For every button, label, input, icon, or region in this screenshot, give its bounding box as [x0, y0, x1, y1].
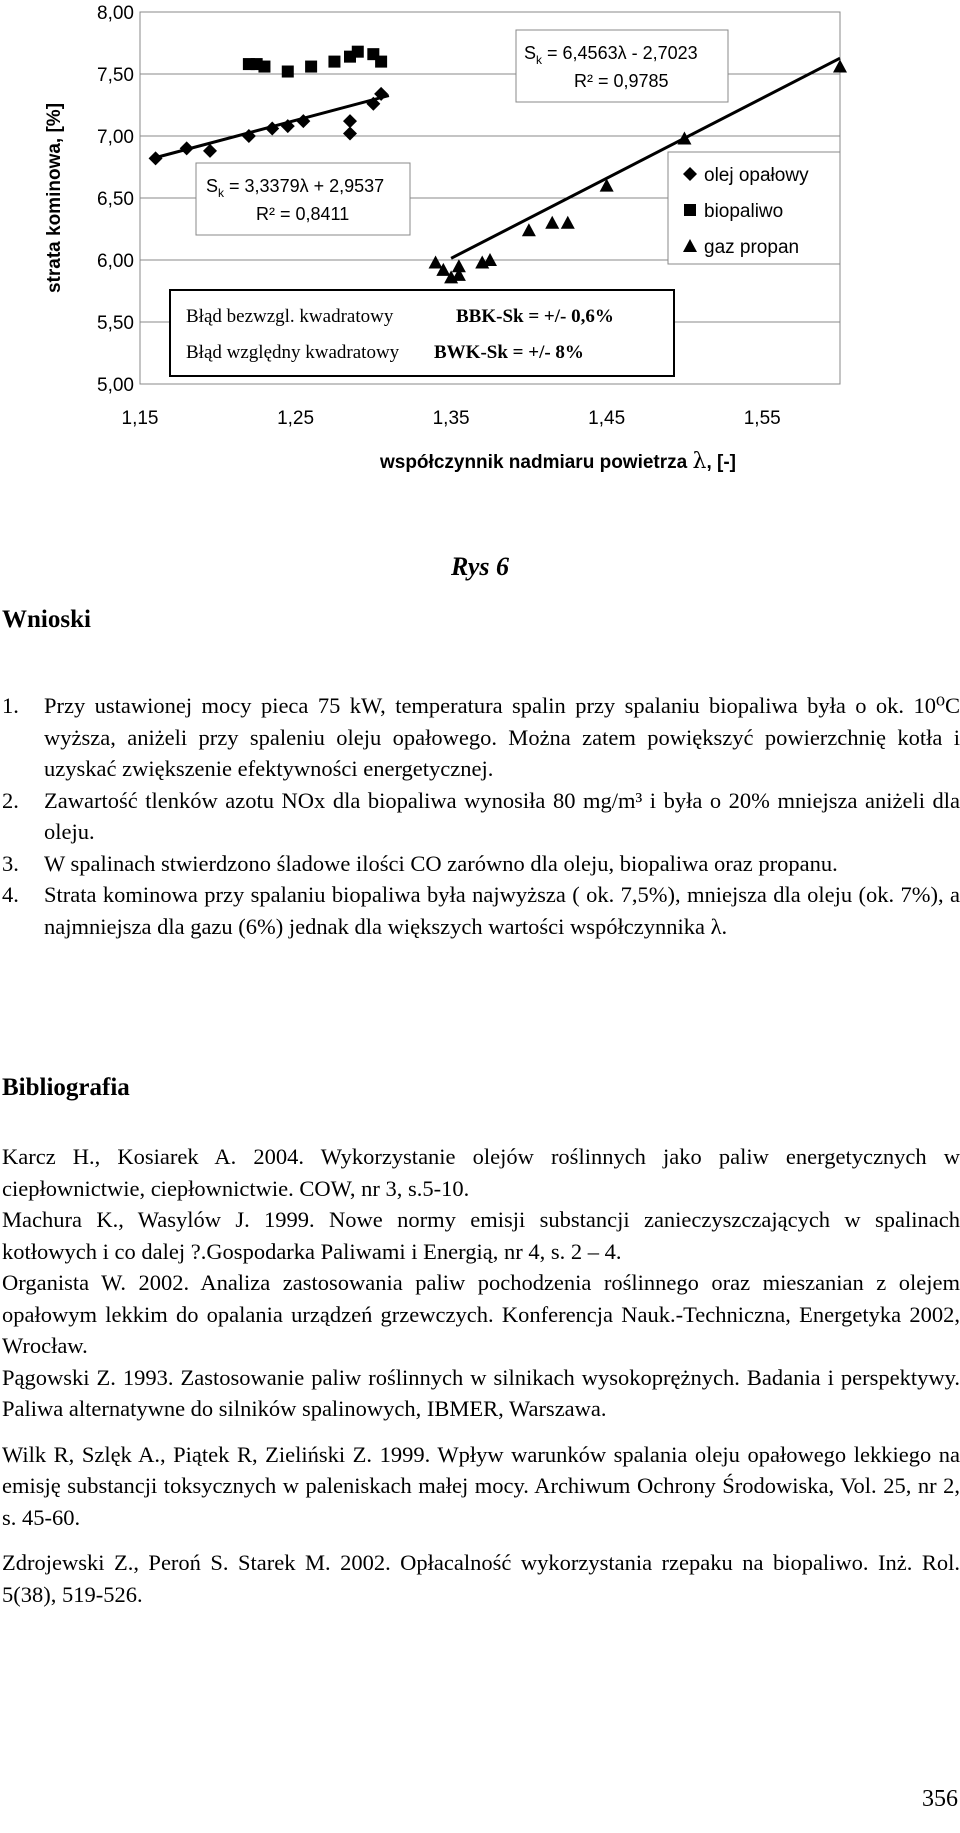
x-tick-label: 1,35 — [432, 408, 470, 429]
legend-marker-square — [684, 204, 696, 216]
list-number: 3. — [2, 850, 19, 876]
error-rel-value: BWK-Sk = +/- 8% — [434, 342, 584, 363]
bibliography-heading: Bibliografia — [2, 1074, 130, 1101]
figure — [0, 0, 960, 480]
list-item — [2, 690, 960, 785]
square-point — [352, 46, 364, 58]
list-item — [2, 879, 960, 942]
figure-caption: Rys 6 — [450, 552, 510, 581]
list-number: 2. — [2, 787, 19, 813]
r2-propane: R² = 0,9785 — [574, 71, 669, 91]
diamond-point — [180, 141, 194, 155]
page-number: 356 — [922, 1786, 958, 1812]
square-point — [258, 61, 270, 73]
r2-oil: R² = 0,8411 — [256, 204, 350, 224]
list-item — [2, 848, 960, 880]
bibliography-entry: Organista W. 2002. Analiza zastosowania paliw pochodzenia roślinnego oraz mieszanian z olejem opałowym lekkim do opalania urządzeń grzewczych. Konferencja Nauk.-Techniczna, Energetyka 2002, Wrocław. — [2, 1270, 960, 1358]
diamond-point — [265, 122, 279, 136]
y-tick-label: 5,50 — [97, 313, 134, 334]
equation-propane: $S_k = 6,4563\lambda - 2,7023$ — [524, 43, 698, 67]
bibliography-entry: Wilk R, Szlęk A., Piątek R, Zieliński Z. 1999. Wpływ warunków spalania oleju opałowego lekkiego na emisję substancji toksycznych w paleniskach małej mocy. Archiwum Ochrony Środowiska, Vol. 25, nr 2, s. 45-60. — [2, 1441, 960, 1530]
bibliography-entry: Karcz H., Kosiarek A. 2004. Wykorzystanie olejów roślinnych jako paliw energetycznych w ciepłownictwie, ciepłownictwie. COW, nr 3, s.5-10. — [2, 1144, 960, 1201]
x-tick-label: 1,15 — [121, 408, 159, 429]
triangle-point — [522, 223, 536, 236]
error-rel-label: Błąd względny kwadratowy — [186, 342, 400, 363]
list-text: Zawartość tlenków azotu NOx dla biopaliwa wynosiła 80 mg/m³ i była o 20% mniejsza aniżeli dla oleju. — [44, 787, 960, 844]
list-text: W spalinach stwierdzono śladowe ilości CO zarówno dla oleju, biopaliwa oraz propanu. — [44, 850, 838, 876]
triangle-point — [429, 255, 443, 268]
y-tick-label: 6,50 — [97, 189, 134, 210]
triangle-point — [677, 131, 691, 144]
triangle-point — [545, 216, 559, 229]
diamond-point — [149, 151, 163, 165]
error-box — [170, 290, 674, 376]
equation-box-oil — [196, 163, 410, 235]
conclusions-heading: Wnioski — [2, 606, 91, 633]
conclusions-list — [2, 690, 960, 942]
bibliography-entry: Pągowski Z. 1993. Zastosowanie paliw roślinnych w silnikach wysokoprężnych. Badania i perspektywy. Paliwa alternatywne do silników spalinowych, IBMER, Warszawa. — [2, 1364, 960, 1421]
y-tick-label: 7,50 — [97, 65, 134, 86]
equation-oil: $S_k = 3,3379\lambda + 2,9537$ — [206, 176, 385, 200]
diamond-point — [343, 127, 357, 141]
triangle-point — [561, 216, 575, 229]
y-axis-ticks — [97, 3, 134, 396]
legend-label: biopaliwo — [704, 201, 784, 222]
legend-label: gaz propan — [704, 237, 800, 258]
square-point — [328, 56, 340, 68]
square-point — [305, 61, 317, 73]
list-item — [2, 785, 960, 848]
x-tick-label: 1,25 — [277, 408, 315, 429]
legend-label: olej opałowy — [704, 165, 809, 186]
error-abs-value: BBK-Sk = +/- 0,6% — [456, 306, 614, 327]
x-tick-label: 1,45 — [588, 408, 626, 429]
y-tick-label: 8,00 — [97, 3, 134, 24]
bibliography-entry: Zdrojewski Z., Peroń S. Starek M. 2002. Opłacalność wykorzystania rzepaku na biopaliwo. Inż. Rol. 5(38), 519-526. — [2, 1550, 960, 1607]
list-text: Strata kominowa przy spalaniu biopaliwa była najwyższa ( ok. 7,5%), mniejsza dla oleju (ok. 7%), a najmniejsza dla gazu (6%) jednak dla większych wartości współczynnika λ. — [44, 882, 960, 939]
x-axis-ticks — [122, 408, 781, 429]
diamond-point — [343, 114, 357, 128]
triangle-point — [452, 259, 466, 272]
lambda-symbol: λ — [692, 449, 707, 474]
x-axis-label: współczynnik nadmiaru powietrza λ, [-] — [379, 449, 737, 474]
y-tick-label: 7,00 — [97, 127, 134, 148]
x-tick-label: 1,55 — [743, 408, 781, 429]
bibliography-list — [2, 1141, 960, 1610]
y-tick-label: 5,00 — [97, 375, 134, 396]
y-tick-label: 6,00 — [97, 251, 134, 272]
equation-box-propane — [516, 30, 728, 102]
y-axis-label: strata kominowa, [%] — [44, 102, 65, 294]
bibliography-entry: Machura K., Wasylów J. 1999. Nowe normy emisji substancji zanieczyszczających w spalinach kotłowych i co dalej ?.Gospodarka Paliwami i Energią, nr 4, s. 2 – 4. — [2, 1207, 960, 1264]
square-point — [375, 56, 387, 68]
error-abs-label: Błąd bezwzgl. kwadratowy — [186, 306, 394, 327]
square-point — [282, 66, 294, 78]
list-text: Przy ustawionej mocy pieca 75 kW, temperatura spalin przy spalaniu biopaliwa była o ok. 10⁰C wyższa, aniżeli przy spaleniu oleju opałowego. Można zatem powiększyć powierzchnię kotła i uzyskać zwiększenie efektywności energetycznej. — [44, 693, 960, 781]
list-number: 1. — [2, 693, 19, 718]
list-number: 4. — [2, 882, 19, 907]
